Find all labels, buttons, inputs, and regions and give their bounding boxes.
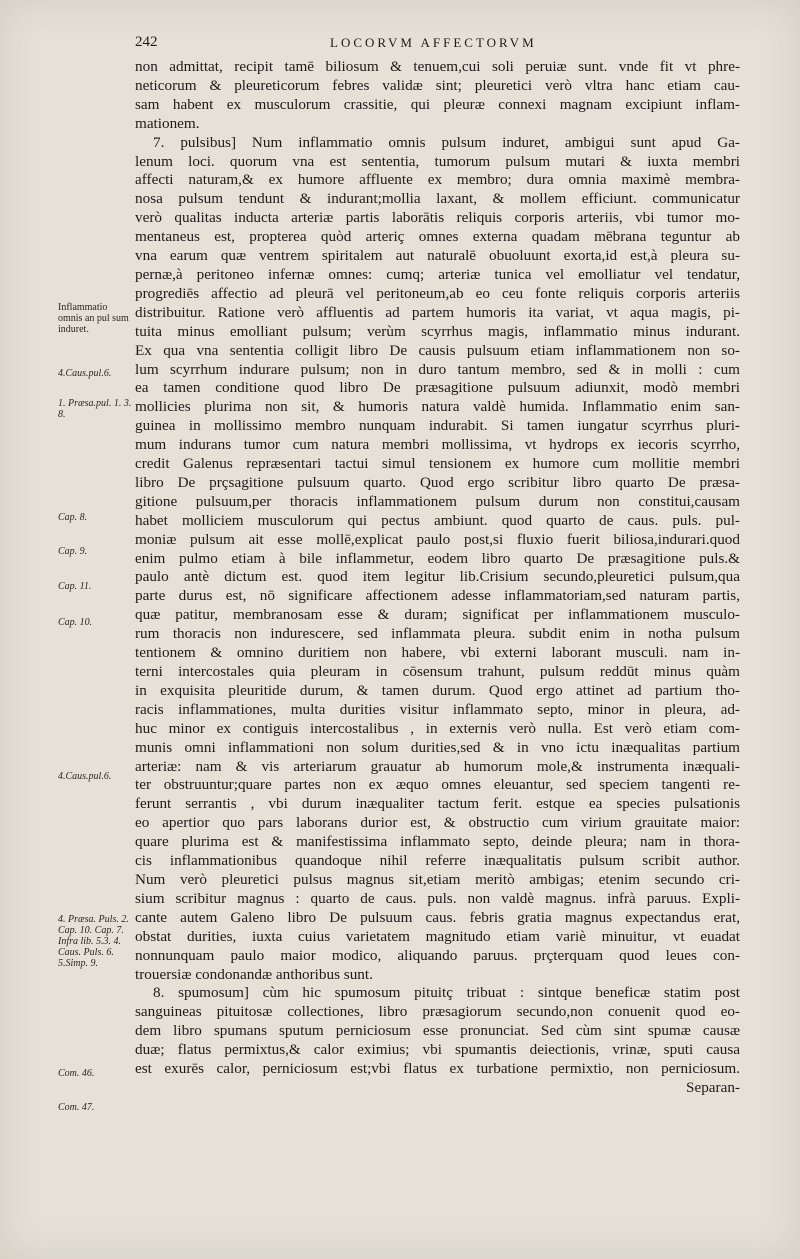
text-line: credit Galenus repræsentari tactui simul tensionem ex humore cum mollitie membri xyxy=(135,455,740,473)
margin-note: Cap. 9. xyxy=(58,546,88,557)
text-line: quæ patitur, membranosam esse & duram; significat per inflammationem musculo- xyxy=(135,606,740,624)
text-line: munis omni inflammationi non solum durities,sed & in vno ictu inæqualitas partium xyxy=(135,738,740,756)
text-line: libro De prçsagitione pulsuum quarto. Quod ergo scribitur libro quarto De præsa- xyxy=(135,473,740,491)
text-line: duæ; flatus permixtus,& calor eximius; vbi spumantis deiectionis, vrinæ, sputi causa xyxy=(135,1041,740,1059)
page-number: 242 xyxy=(135,34,158,50)
margin-note: 4.Caus.pul.6. xyxy=(58,368,112,379)
text-line: sium scribitur magnus : quarto de caus. puls. non valdè magnus. infrà paruus. Expli- xyxy=(135,889,740,907)
text-line: trouersiæ condonandæ anthoribus sunt. xyxy=(135,965,373,983)
text-line: habet molliciem musculorum qui pectus ambiunt. quod quarto de caus. puls. pul- xyxy=(135,511,740,529)
text-line: ferunt serrantis , vbi durum inæqualiter tactum ferit. estque ea species pulsationis xyxy=(135,795,740,813)
body-text xyxy=(135,58,740,1098)
text-line: mentaneus est, propterea quòd arteriç omnes externa quadam mēbrana teguntur ab xyxy=(135,228,740,246)
text-line: cante autem Galeno libro De pulsuum caus. febris gratia magnus expectandus erat, xyxy=(135,908,740,926)
text-line: quare plurima est & manifestissima inflammato septo, deinde pleura; nam in thora- xyxy=(135,833,740,851)
text-line: in exquisita pleuritide durum, & tamen durum. Quod ergo attinet ad partium tho- xyxy=(135,681,740,699)
text-line: mollicies plurima non sit, & humoris natura valdè humida. Inflammatio enim san- xyxy=(135,398,740,416)
text-line: racis inflammationes, multa durities visitur inflammato septo, minor in pleura, ad- xyxy=(135,700,740,718)
text-line: ea tamen conditione quod libro De præsagitione pulsuum adiunxit, modò membri xyxy=(135,379,740,397)
text-line: non admittat, recipit tamē biliosum & tenuem,cui soli peruiæ sunt. vnde fit vt phre- xyxy=(135,58,740,75)
page-header xyxy=(135,34,735,54)
margin-note: Cap. 11. xyxy=(58,581,92,592)
text-line: Separan- xyxy=(686,1078,740,1096)
text-line: dem libro spumans sputum perniciosum esse pronunciat. Sed cùm sint spumæ causæ xyxy=(135,1022,740,1040)
running-head: LOCORVM AFFECTORVM xyxy=(330,35,537,50)
text-line: eo apertior quo pars laborans durior est, & obstructio cum virium grauitate maior: xyxy=(135,814,740,832)
margin-note: 1. Præsa.pul. 1. 3. 8. xyxy=(58,398,132,420)
text-line: lum scyrrhum indurare pulsum; non in duro tantum membro, sed & in molli : cum xyxy=(135,360,740,378)
text-line: affecti naturam,& ex humore affluente ex membro; dura omnia maximè membra- xyxy=(135,171,740,189)
text-line: paulo antè dictum est. quod item legitur lib.Crisium secundo,pleuretici pulsum,qua xyxy=(135,568,740,586)
text-line: mum indurans tumor cum natura membri mollissima, vt hydrops ex iecoris scyrrho, xyxy=(135,436,740,454)
text-line: guinea in mollissimo membro nunquam indurabit. Si tamen iungatur scyrrhus pluri- xyxy=(135,417,740,435)
text-line: gitione pulsuum,per thoracis inflammationem pulsum durum non constitui,causam xyxy=(135,492,740,510)
text-line: progrediēs affectio ad pleurā vel peritoneum,ab eo ceu fonte reliquis corporis arteriis xyxy=(135,284,740,302)
text-line: lenum loci. quorum vna est sententia, tumorum pulsum mutari & iuxta membri xyxy=(135,152,740,170)
text-line: pernæ,à peritoneo infernæ omnes: cumq; arteriæ tunica vel emolliatur vel tendatur, xyxy=(135,265,740,283)
text-line: 8. spumosum] cùm hic spumosum pituitç tribuat : sintque beneficæ statim post xyxy=(153,984,740,1002)
text-line: verò qualitas inducta arteriæ partis laborātis reliquis corporis arteriis, vbi tumor mo- xyxy=(135,209,740,227)
text-line: enim pulmo etiam à bile inflammetur, eodem libro quarto De præsagitione puls.& xyxy=(135,549,740,567)
text-line: cis inflammationibus quandoque nihil referre inæqualitatis pulsum scribit author. xyxy=(135,852,740,870)
text-line: distribuitur. Ratione verò affluentis ad partem humoris ita variat, vt aqua magis, pi- xyxy=(135,303,740,321)
margin-note: Inflammatio omnis an pul sum induret. xyxy=(58,302,129,335)
text-line: obstat durities, iuxta cuius varietatem magnitudo etiam variè minuitur, vt euadat xyxy=(135,927,740,945)
text-line: sanguineas pituitosæ collectiones, libro præsagiorum secundo,non conuenit quod eo- xyxy=(135,1003,740,1021)
text-line: tuita minus emolliant pulsum; verùm scyrrhus magis, inflammatio minus indurant. xyxy=(135,322,740,340)
text-line: Ex qua vna sententia colligit libro De causis pulsuum etiam inflammationem non so- xyxy=(135,341,740,359)
text-line: 7. pulsibus] Num inflammatio omnis pulsum induret, ambigui sunt apud Ga- xyxy=(153,133,740,151)
text-line: nonnunquam paulo maior modico, aliquando paruus. prçterquam quod leues con- xyxy=(135,946,740,964)
text-line: moniæ pulsum ait esse mollē,explicat paulo post,si fluxio fuerit biliosa,indurari.quod xyxy=(135,530,740,548)
margin-note: Com. 47. xyxy=(58,1102,95,1113)
text-line: ter obstruuntur;quare partes non ex æquo omnes eleuantur, sed speciem tangenti re- xyxy=(135,776,740,794)
text-line: arteriæ: nam & vis arteriarum grauatur ab humorum mole,& instrumenta inæquali- xyxy=(135,757,740,775)
text-line: vna earum quæ ventrem spiritalem aut naturalē obuoluunt exorta,id est,à pleura su- xyxy=(135,247,740,265)
text-line: Num verò pleuretici pulsus magnus sit,etiam meritò ambigas; etenim secundo cri- xyxy=(135,870,740,888)
text-line: est exurēs calor, perniciosum est;vbi flatus ex turbatione permixtio, non perniciosum. xyxy=(135,1060,740,1078)
text-line: rum thoracis non indurescere, sed inflammata pleura. subdit enim in notha pulsum xyxy=(135,625,740,643)
margin-note: 4.Caus.pul.6. xyxy=(58,771,112,782)
text-line: mationem. xyxy=(135,114,200,132)
text-line: terni intercostales quia pleuram in cōsensum trahunt, pulsum reddūt minus quàm xyxy=(135,663,740,680)
margin-note: 4. Præsa. Puls. 2. Cap. 10. Cap. 7. Infra lib. 5.3. 4. Caus. Puls. 6. 5.Simp. 9. xyxy=(58,914,129,969)
text-line: tentionem & omnino duritiem non habere, vbi externi laborant musculi. nam in- xyxy=(135,644,740,662)
text-line: huc minor ex contiguis intercostalibus , in externis verò nulla. Est verò etiam com- xyxy=(135,719,740,737)
text-line: nosa pulsum tendunt & indurant;mollia laxant, & mollem efficiunt. communicatur xyxy=(135,190,740,208)
text-line: neticorum & pleureticorum febres validæ sint; pleuretici verò vltra hanc etiam cau- xyxy=(135,76,740,94)
margin-note: Com. 46. xyxy=(58,1068,95,1079)
text-line: parte durus est, nō significare affectionem adesse inflammatoriam,sed naturam partis, xyxy=(135,587,740,605)
text-line: sam habent ex musculorum crassitie, qui pleuræ connexi magnam excipiunt inflam- xyxy=(135,95,740,113)
margin-note: Cap. 8. xyxy=(58,512,88,523)
margin-note: Cap. 10. xyxy=(58,617,93,628)
